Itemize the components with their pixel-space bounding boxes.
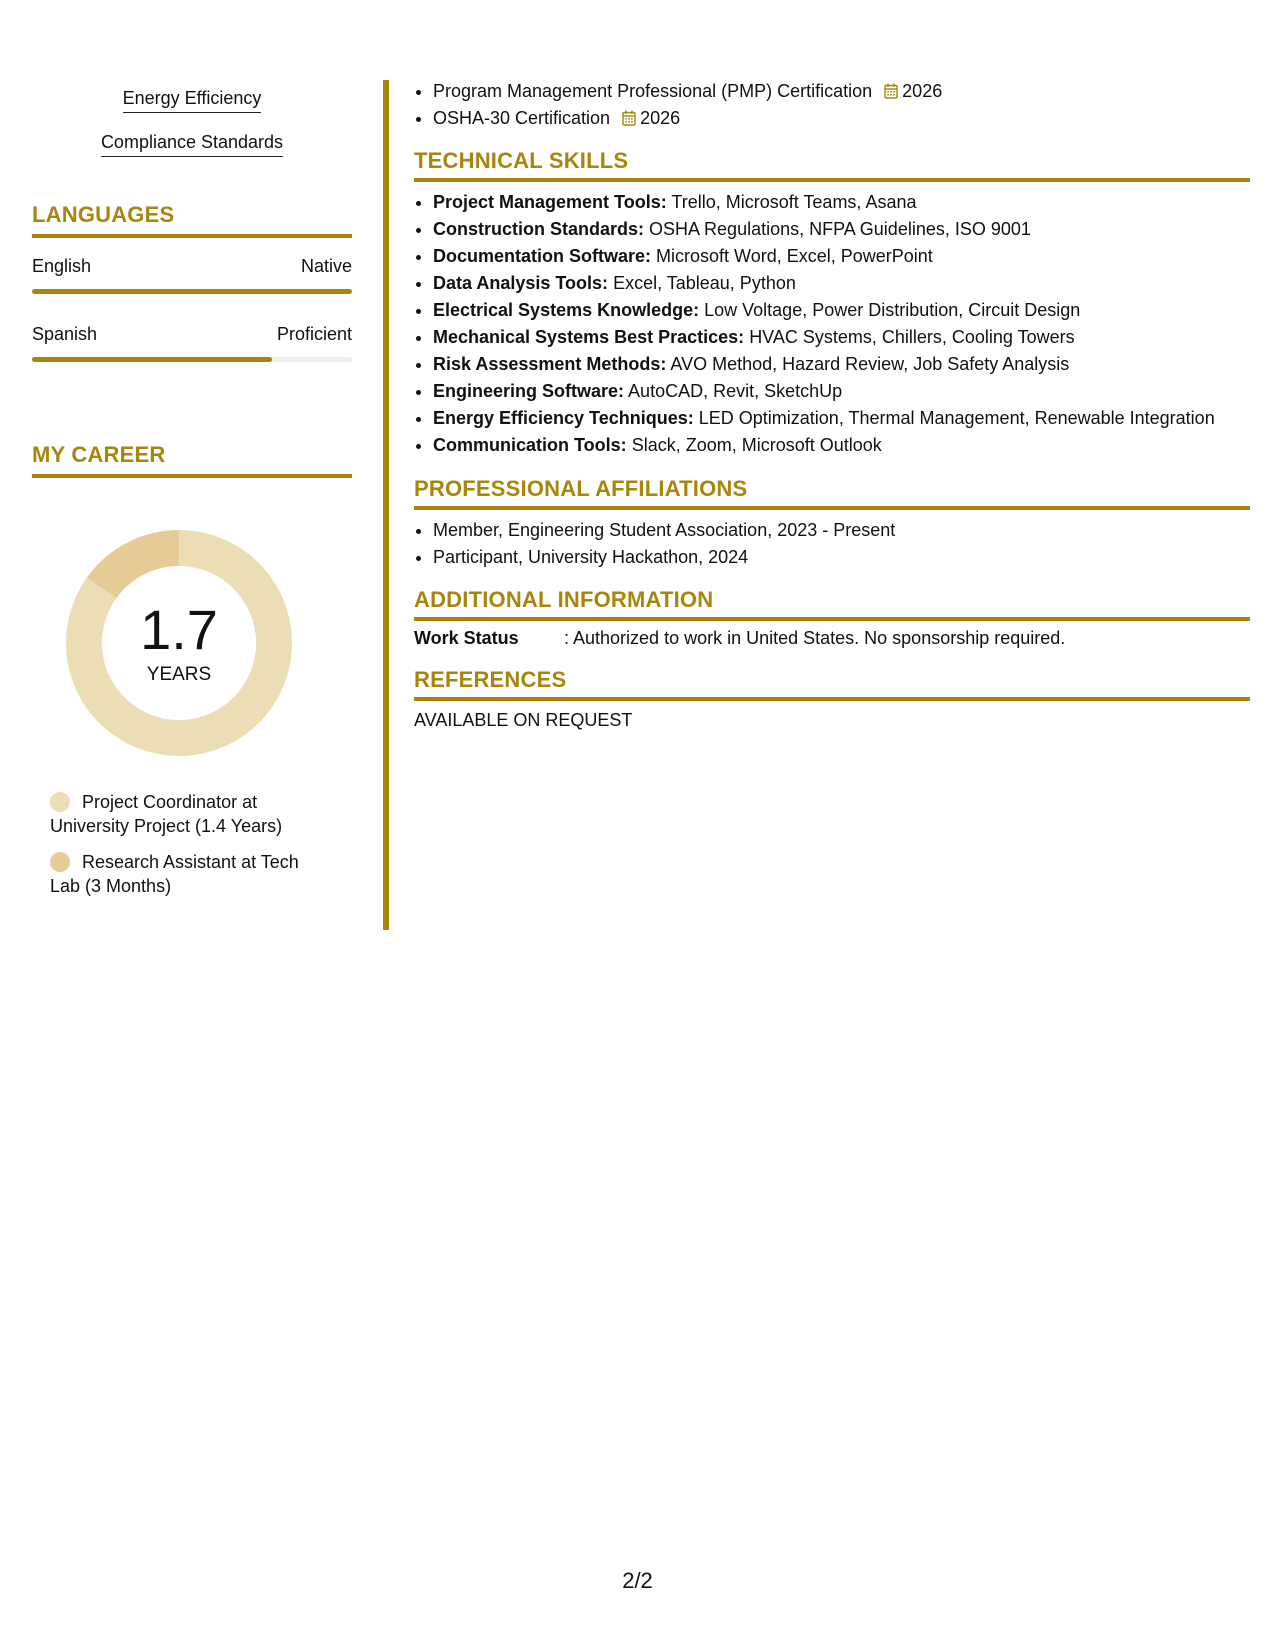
language-english — [32, 256, 352, 294]
technical-skill-label: Risk Assessment Methods: — [433, 354, 667, 374]
column-divider — [383, 80, 389, 930]
certification-name: OSHA-30 Certification — [433, 108, 611, 128]
languages-title: LANGUAGES — [32, 202, 352, 238]
technical-skill-item — [433, 216, 1250, 243]
career-total-years: 1.7 — [140, 598, 218, 661]
technical-skill-item — [433, 270, 1250, 297]
career-legend-item — [50, 850, 330, 898]
affiliations-list — [414, 517, 1250, 571]
work-status — [414, 628, 1250, 649]
technical-skill-label: Energy Efficiency Techniques: — [433, 408, 694, 428]
technical-skill-value: Slack, Zoom, Microsoft Outlook — [631, 435, 882, 455]
technical-skill-item — [433, 297, 1250, 324]
technical-skill-value: Microsoft Word, Excel, PowerPoint — [656, 246, 933, 266]
legend-dot-icon — [50, 792, 70, 812]
technical-skill-label: Electrical Systems Knowledge: — [433, 300, 700, 320]
certifications-list — [414, 78, 1250, 132]
career-title: MY CAREER — [32, 442, 352, 478]
technical-skill-item — [433, 243, 1250, 270]
references-text: AVAILABLE ON REQUEST — [414, 710, 633, 730]
technical-skill-value: Low Voltage, Power Distribution, Circuit Design — [704, 300, 1081, 320]
language-bar-fill — [32, 357, 272, 362]
career-legend-label: Project Coordinator at University Project (1.4 Years) — [50, 792, 283, 836]
legend-dot-icon — [50, 852, 70, 872]
technical-skill-label: Communication Tools: — [433, 435, 627, 455]
skill-tag: Energy Efficiency — [123, 88, 262, 113]
technical-skills-title: TECHNICAL SKILLS — [414, 148, 1250, 182]
language-bar — [32, 357, 352, 362]
references-title: REFERENCES — [414, 667, 1250, 701]
language-level: Proficient — [276, 324, 352, 344]
work-status-value: : Authorized to work in United States. No sponsorship required. — [564, 628, 1066, 648]
career-donut-chart — [66, 530, 292, 756]
certification-year: 2026 — [640, 108, 681, 128]
page-number: 2/2 — [622, 1568, 653, 1593]
career-legend-label: Research Assistant at Tech Lab (3 Months) — [50, 852, 299, 896]
technical-skill-item — [433, 189, 1250, 216]
certification-year: 2026 — [902, 81, 943, 101]
donut-center — [66, 530, 292, 756]
career-legend — [50, 790, 330, 910]
additional-info-title: ADDITIONAL INFORMATION — [414, 587, 1250, 621]
technical-skill-item — [433, 378, 1250, 405]
certification-item — [433, 105, 1250, 132]
technical-skill-value: Excel, Tableau, Python — [613, 273, 796, 293]
language-name: English — [32, 256, 92, 276]
technical-skill-item — [433, 324, 1250, 351]
technical-skill-value: Trello, Microsoft Teams, Asana — [671, 192, 917, 212]
language-level: Native — [300, 256, 352, 276]
technical-skill-label: Project Management Tools: — [433, 192, 667, 212]
career-total-unit: YEARS — [146, 664, 212, 685]
skill-tags — [32, 88, 352, 176]
technical-skill-item — [433, 351, 1250, 378]
career-legend-item — [50, 790, 330, 838]
certification-item — [433, 78, 1250, 105]
language-bar-fill — [32, 289, 352, 294]
technical-skill-label: Mechanical Systems Best Practices: — [433, 327, 745, 347]
calendar-icon — [622, 110, 636, 126]
technical-skill-label: Documentation Software: — [433, 246, 652, 266]
certification-name: Program Management Professional (PMP) Certification — [433, 81, 873, 101]
language-bar — [32, 289, 352, 294]
technical-skill-item — [433, 405, 1250, 432]
technical-skill-label: Construction Standards: — [433, 219, 645, 239]
technical-skills-list — [414, 189, 1250, 459]
technical-skill-value: OSHA Regulations, NFPA Guidelines, ISO 9001 — [649, 219, 1031, 239]
technical-skill-value: AVO Method, Hazard Review, Job Safety Analysis — [670, 354, 1070, 374]
language-spanish — [32, 324, 352, 362]
technical-skill-label: Data Analysis Tools: — [433, 273, 609, 293]
language-name: Spanish — [32, 324, 98, 344]
technical-skill-item — [433, 432, 1250, 459]
technical-skill-value: LED Optimization, Thermal Management, Renewable Integration — [698, 408, 1215, 428]
skill-tag: Compliance Standards — [101, 132, 283, 157]
work-status-label: Work Status — [414, 628, 519, 648]
affiliation-item: • Member, Engineering Student Association, 2023 - Present — [433, 517, 1250, 544]
calendar-icon — [884, 83, 898, 99]
affiliations-title: PROFESSIONAL AFFILIATIONS — [414, 476, 1250, 510]
technical-skill-value: HVAC Systems, Chillers, Cooling Towers — [749, 327, 1075, 347]
technical-skill-label: Engineering Software: — [433, 381, 625, 401]
affiliation-item: • Participant, University Hackathon, 2024 — [433, 544, 1250, 571]
technical-skill-value: AutoCAD, Revit, SketchUp — [628, 381, 843, 401]
